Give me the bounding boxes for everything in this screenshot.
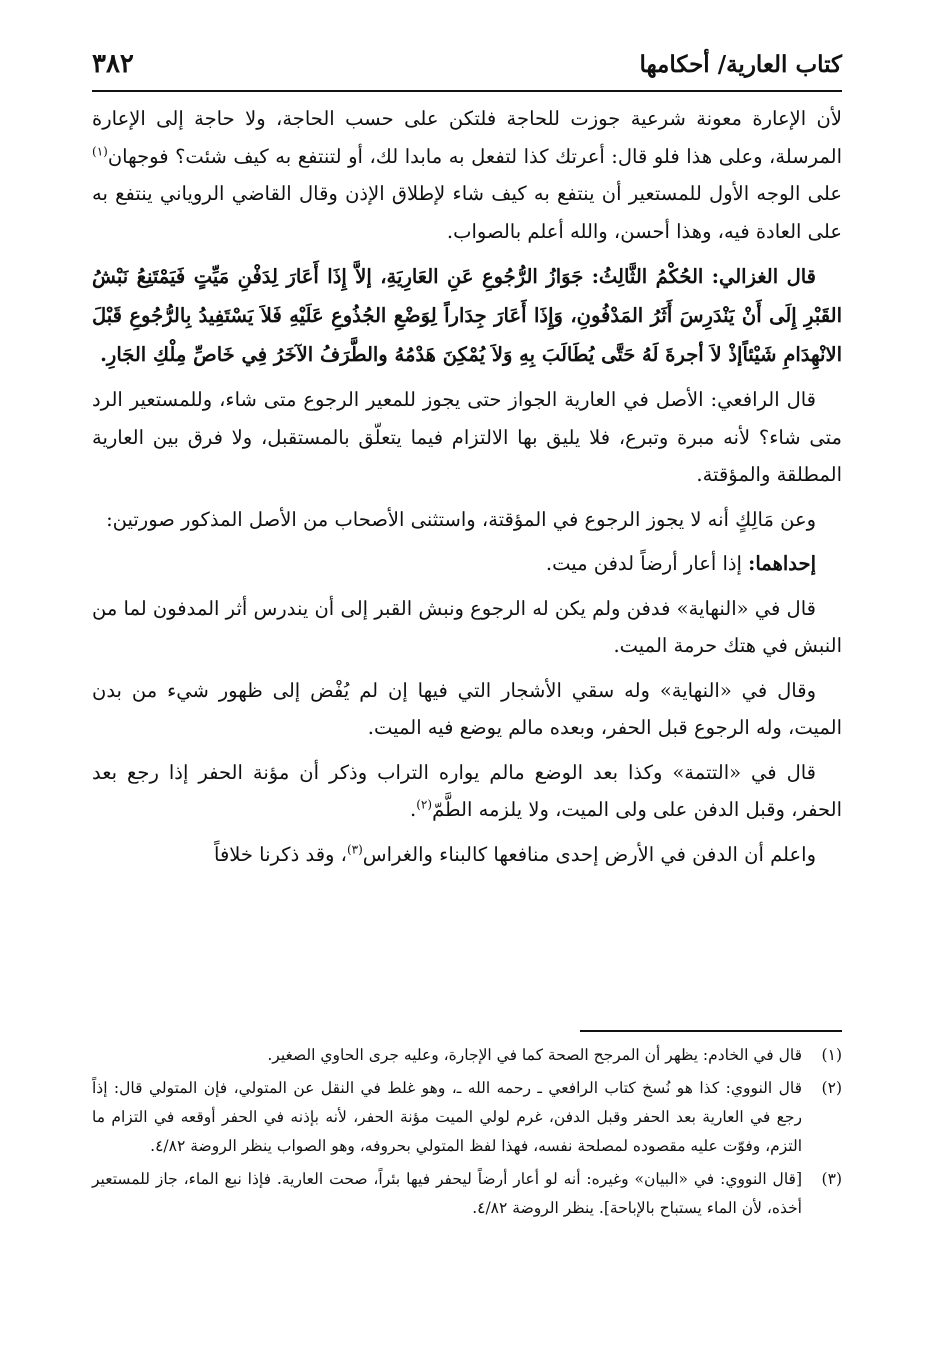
burial-text-a: واعلم أن الدفن في الأرض إحدى منافعها كالبناء والغراس [362,842,816,866]
footnotes [92,1041,842,1227]
footnote-1 [92,1041,842,1070]
paragraph-1-part-b: على الوجه الأول للمستعير أن ينتفع به كيف شاء لإطلاق الإذن وقال القاضي الروياني ينتفع به على العادة فيه، وهذا أحسن، والله أعلم بالصواب. [92,182,842,243]
footnote-ref-2: (٢) [416,797,433,812]
page-number: ٣٨٢ [92,49,134,79]
ghazali-quote: قال الغزالي: الحُكْمُ الثَّالِثُ: جَوَازُ الرُّجُوعِ عَنِ العَارِيَةِ، إلاَّ إِذَا أَعَارَ لِدَفْنِ مَيِّتٍ فَيَمْتَنِعُ نَبْشُ القَبْرِ إِلَى أَنْ يَنْدَرِسَ أَثَرُ المَدْفُونِ، وَإِذَا أَعَارَ جِدَاراً لِوَضْعِ الجُذُوعِ عَلَيْهِ فَلاَ يَسْتَفِيدُ بِالرُّجُوعِ قَبْلَ الانْهِدَامِ شَيْئاًإذْ لاَ أجرةَ لَهُ حَتَّى يُطَالَبَ بِهِ وَلاَ يُمْكِنَ هَدْمُهُ والطَّرَفُ الآخَرُ فِي خَاصِّ مِلْكِ الجَارِ. [92,265,842,366]
paragraph-rafii: قال الرافعي: الأصل في العارية الجواز حتى يجوز للمعير الرجوع متى شاء، وللمستعير الرد متى شاء؟ لأنه مبرة وتبرع، فلا يليق بها الالتزام فيما يتعلّق بالمستقبل، ولا فرق بين العارية المطلقة والمؤقتة. [92,388,842,486]
paragraph-1-part-a: لأن الإعارة معونة شرعية جوزت للحاجة فلتكن على حسب الحاجة، ولا حاجة إلى الإعارة المرسلة، وعلى هذا فلو قال: أعرتك كذا لتفعل به مابدا لك، أو لتنتفع به كيف شئت؟ فوجهان [92,107,843,168]
page-header [92,40,842,88]
paragraph-tatimma [92,754,842,829]
footnote-text: قال في الخادم: يظهر أن المرجح الصحة كما في الإجارة، وعليه جرى الحاوي الصغير. [267,1046,802,1064]
footnote-2 [92,1074,842,1161]
paragraph-1 [92,100,842,250]
footnote-number: (٣) [821,1170,842,1188]
footnote-number: (١) [821,1046,842,1064]
paragraph-nihaya-1: قال في «النهاية» فدفن ولم يكن له الرجوع ونبش القبر إلى أن يندرس أثر المدفون لما من النبش في هتك حرمة الميت. [92,596,842,657]
footnote-3 [92,1165,842,1223]
paragraph-nihaya-2: وقال في «النهاية» وله سقي الأشجار التي فيها إن لم يُفْض إلى ظهور شيء من بدن الميت، وله الرجوع قبل الحفر، وبعده مالم يوضع فيه الميت. [92,678,842,739]
footnote-rule [580,1030,842,1032]
tatimma-end: . [410,798,417,821]
paragraph-first-case [92,545,842,583]
footnote-ref-3: (٣) [346,842,363,856]
running-title: كتاب العارية/ أحكامها [639,50,842,78]
footnote-number: (٢) [821,1079,842,1097]
paragraph-malik: وعن مَالِكٍ أنه لا يجوز الرجوع في المؤقتة، واستثنى الأصحاب من الأصل المذكور صورتين: [106,507,816,531]
burial-text-b: ، وقد ذكرنا خلافاً [214,842,347,866]
footnote-text: قال النووي: كذا هو نُسخ كتاب الرافعي ـ رحمه الله ـ، وهو غلط في النقل عن المتولي، فإن المتولي قال: إذاً رجع في العارية بعد الحفر وقبل الدفن، غرم لولي الميت مؤنة الحفر، لأنه بإذنه في الحفر أوقعه في التزام ما التزم، وفوّت عليه مقصوده لمصلحة نفسه، فهذا لفظ المتولي بحروفه، وهو الصواب ينظر الروضة ٤/٨٢. [92,1079,802,1155]
footnote-ref-1: (١) [92,144,108,158]
footnote-text: [قال النووي: في «البيان» وغيره: أنه لو أعار أرضاً ليحفر فيها بئراً، صحت العارية. فإذا نبع الماء، جاز للمستعير أخذه، لأن الماء يستباح بالإباحة]. ينظر الروضة ٤/٨٢. [92,1170,802,1217]
header-rule [92,90,842,92]
main-text [92,100,842,880]
first-case-label: إحداهما: [748,552,816,575]
first-case-text: إذا أعار أرضاً لدفن ميت. [545,552,742,575]
paragraph-burial [92,836,842,874]
tatimma-text: قال في «التتمة» وكذا بعد الوضع مالم يواره التراب وذكر أن مؤنة الحفر إذا رجع بعد الحفر، وقبل الدفن على ولى الميت، ولا يلزمه الطَّمّ [92,760,842,821]
